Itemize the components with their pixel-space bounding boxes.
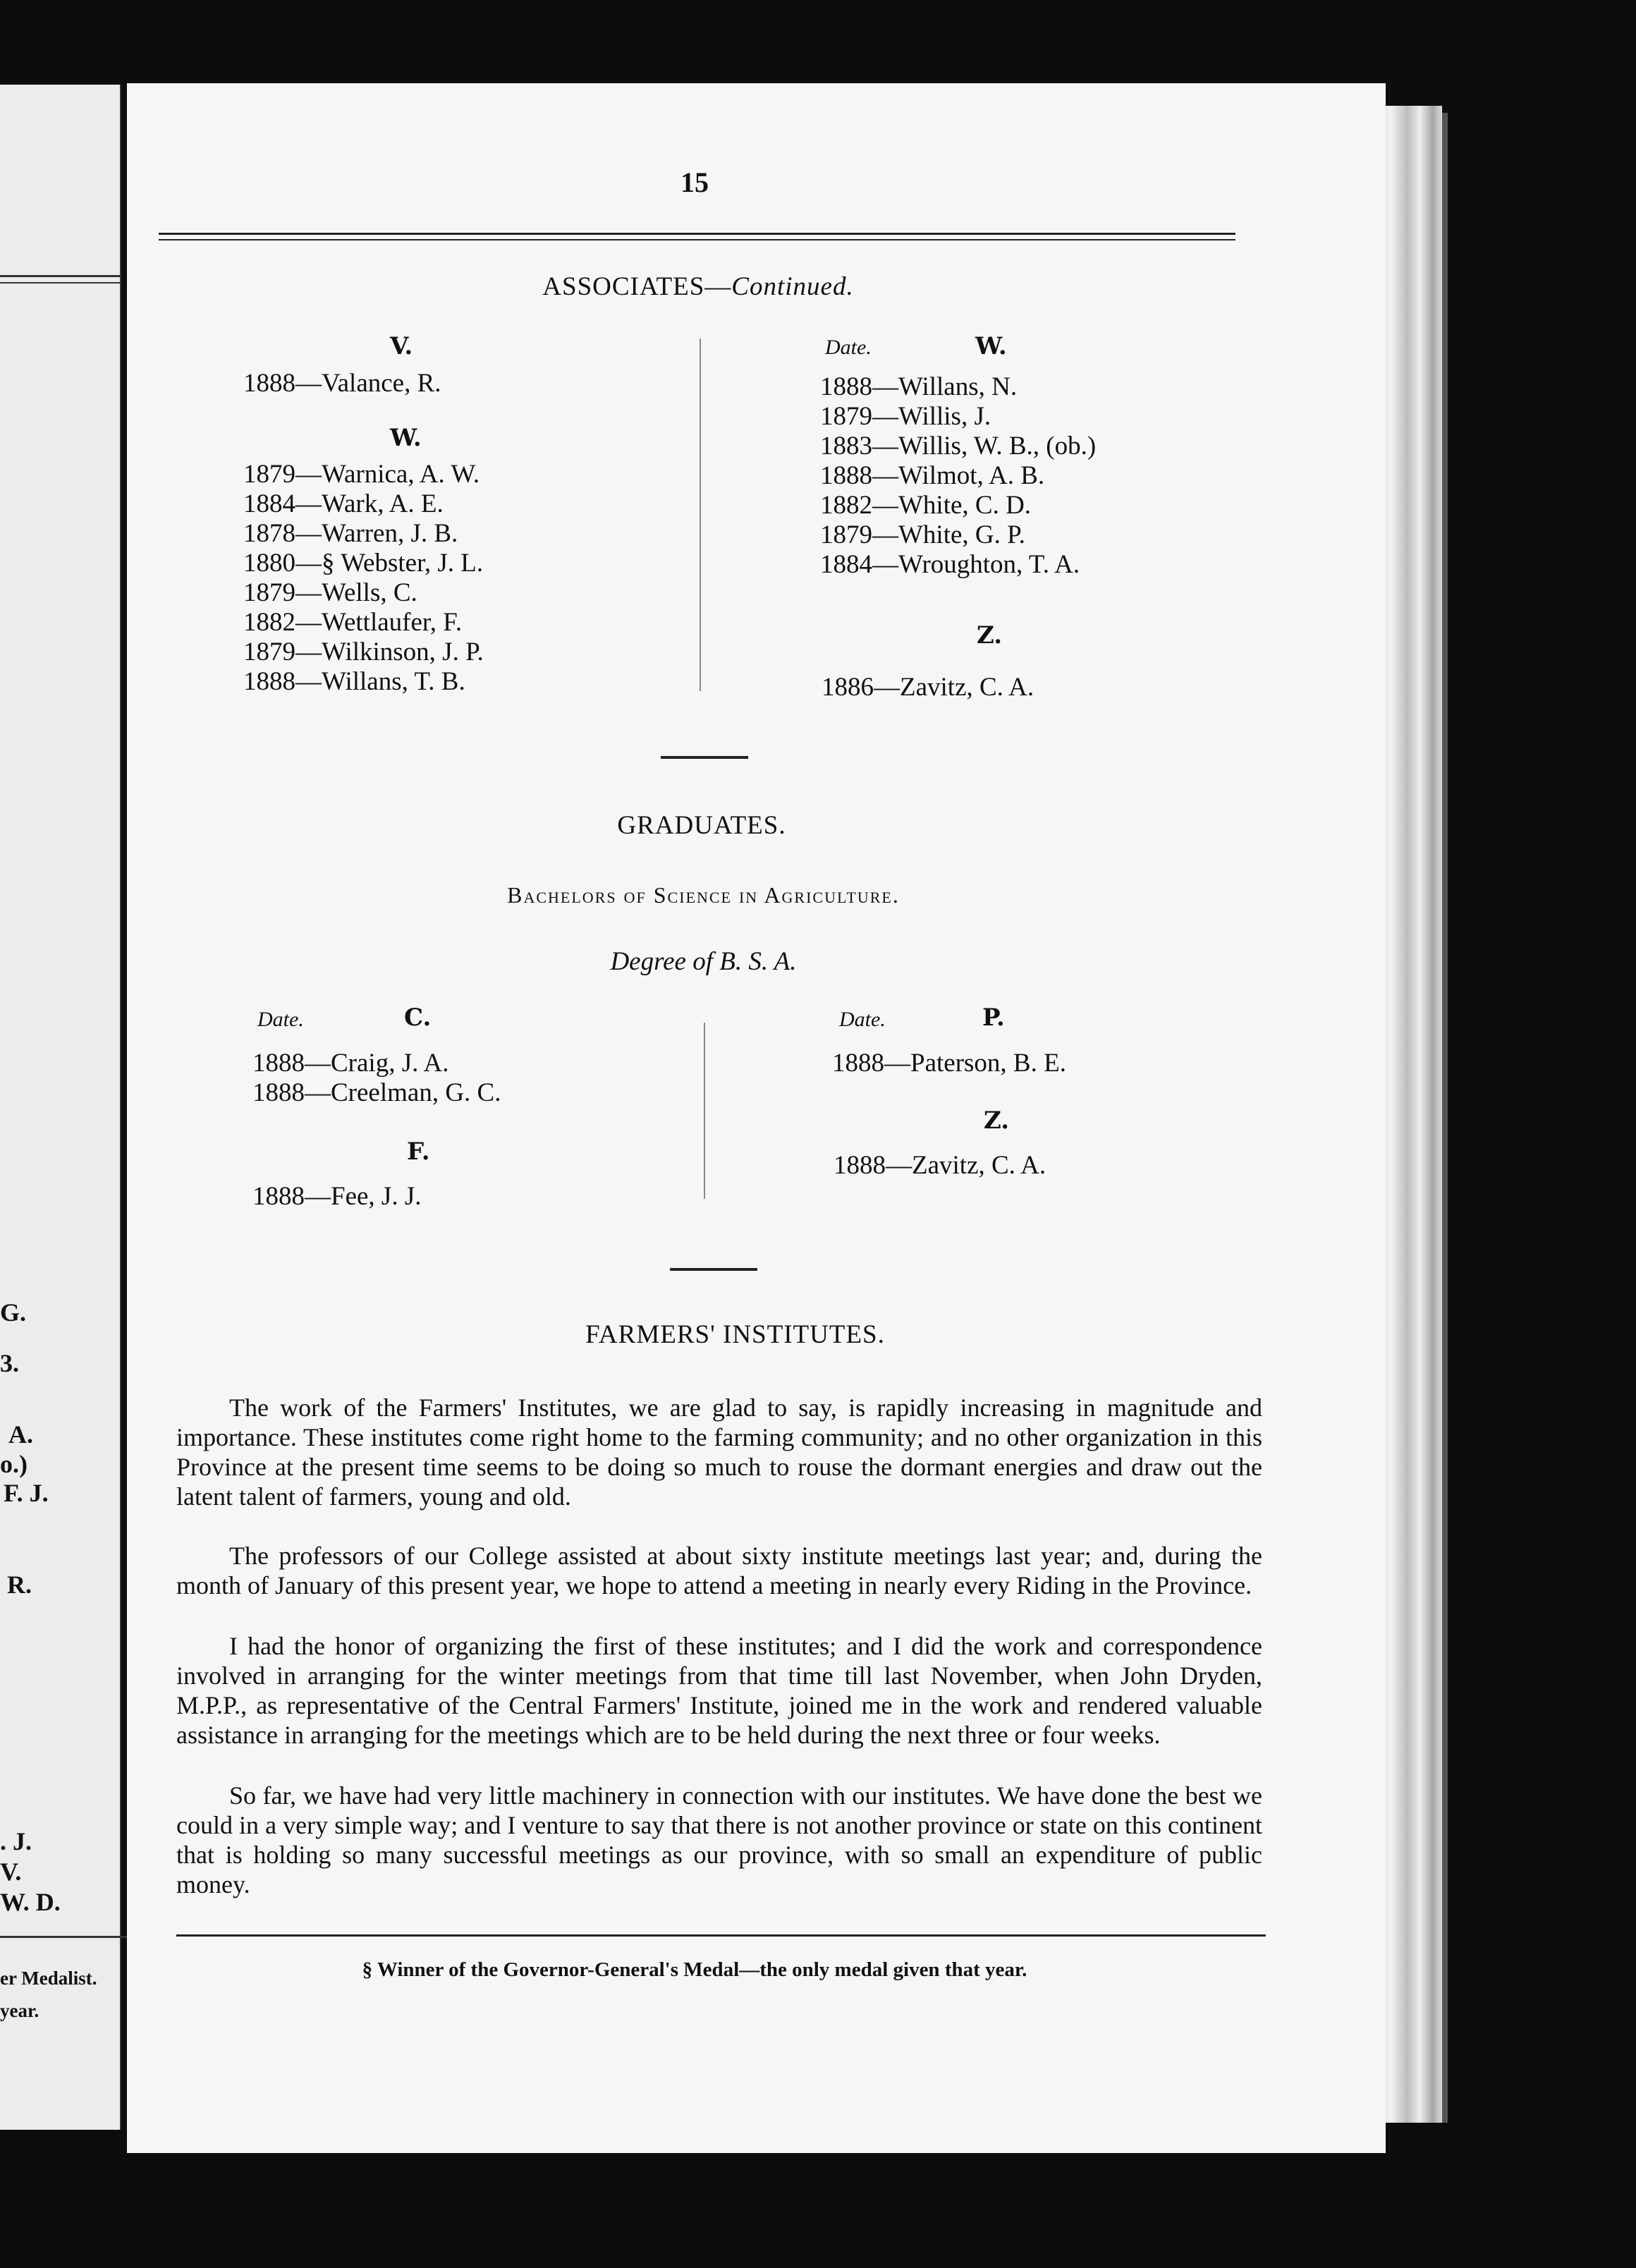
list-item: 1888—Wilmot, A. B. (820, 461, 1045, 490)
date-label: Date. (257, 1008, 304, 1031)
column-divider (700, 339, 701, 691)
graduates-subheading: Bachelors of Science in Agriculture. (507, 882, 900, 908)
letter-heading: F. (407, 1138, 430, 1166)
left-page-footnote-text: er Medalist. (0, 1968, 97, 1989)
left-page-footnote-rule (0, 1936, 138, 1938)
left-page-text: F. J. (4, 1479, 49, 1507)
list-item: 1888—Creelman, G. C. (252, 1078, 501, 1107)
list-item: 1882—Wettlaufer, F. (243, 608, 463, 637)
associates-heading (0, 272, 1396, 302)
letter-heading: Z. (984, 1106, 1010, 1135)
list-item: 1878—Warren, J. B. (243, 519, 458, 548)
left-page-fragment (0, 85, 121, 2130)
list-item: 1888—Zavitz, C. A. (834, 1151, 1046, 1180)
body-paragraph: The work of the Farmers' Institutes, we are glad to say, is rapidly increasing in magnitude and importance. These institutes come right home to the farming community; and no other organization in this Province at the present time seems to be doing so much to rouse the dormant energies and draw out the latent talent of farmers, young and old. (176, 1394, 1262, 1511)
list-item: 1884—Wroughton, T. A. (820, 550, 1080, 579)
associates-heading-text: ASSOCIATES— (542, 272, 732, 301)
left-page-text: R. (7, 1571, 32, 1599)
graduates-list-z (834, 1151, 1046, 1181)
left-page-footnote-text: year. (0, 2000, 39, 2021)
letter-heading: W. (975, 332, 1007, 360)
list-item: 1883—Willis, W. B., (ob.) (820, 432, 1097, 461)
list-item: 1888—Paterson, B. E. (832, 1049, 1066, 1078)
list-item: 1884—Wark, A. E. (243, 489, 444, 518)
page-edge-shadow (1442, 113, 1448, 2123)
farmers-institutes-heading: FARMERS' INSTITUTES. (585, 1320, 885, 1349)
associates-list-w (243, 460, 484, 697)
letter-heading: V. (390, 332, 413, 360)
list-item: 1879—Willis, J. (820, 402, 991, 431)
left-page-text: . J. (0, 1827, 32, 1855)
list-item: 1879—White, G. P. (820, 520, 1025, 549)
list-item: 1879—Wilkinson, J. P. (243, 638, 484, 666)
letter-heading: Z. (977, 621, 1003, 650)
left-page-text: V. (0, 1858, 22, 1886)
body-paragraph: The professors of our College assisted at about sixty institute meetings last year; and, during the month of January of this present year, we hope to attend a meeting in nearly every Riding in the Province. (176, 1542, 1262, 1599)
list-item: 1888—Fee, J. J. (252, 1182, 422, 1211)
associates-list-z (822, 673, 1034, 702)
list-item: 1879—Wells, C. (243, 578, 417, 607)
associates-heading-continued: Continued. (731, 272, 854, 301)
section-separator (661, 756, 748, 759)
date-label: Date. (825, 336, 872, 359)
footnote-rule (176, 1934, 1266, 1937)
list-item: 1882—White, C. D. (820, 491, 1032, 520)
graduates-list-f (252, 1182, 421, 1212)
list-item: 1888—Willans, T. B. (243, 667, 465, 696)
page-number: 15 (680, 166, 709, 198)
header-rule (159, 239, 1235, 240)
body-paragraph: So far, we have had very little machinery in connection with our institutes. We have done the best we could in a very simple way; and I venture to say that there is not another province or state on this continent that is holding so many successful meetings as our province, with so small an expenditure of public money. (176, 1781, 1262, 1898)
degree-label: Degree of B. S. A. (610, 947, 797, 976)
graduates-list-p (832, 1049, 1066, 1078)
body-paragraph: I had the honor of organizing the first of these institutes; and I did the work and correspondence involved in arranging for the winter meetings from that time till last November, when John Dryden, M.P.P., as representative of the Central Farmers' Institute, joined me in the work and rendered valuable assistance in arranging for the meetings which are to be held during the next three or four weeks. (176, 1632, 1262, 1749)
footnote: § Winner of the Governor-General's Medal—the only medal given that year. (362, 1958, 1027, 1981)
section-separator (670, 1268, 757, 1271)
column-divider (704, 1023, 705, 1199)
list-item: 1888—Valance, R. (243, 369, 441, 398)
list-item: 1880—§ Webster, J. L. (243, 549, 484, 578)
left-page-text: A. (8, 1420, 33, 1449)
list-item: 1888—Craig, J. A. (252, 1049, 449, 1078)
letter-heading: C. (404, 1004, 432, 1032)
associates-list-v (243, 369, 441, 398)
graduates-list-c (252, 1049, 501, 1108)
list-item: 1888—Willans, N. (820, 372, 1018, 401)
list-item: 1879—Warnica, A. W. (243, 460, 480, 489)
left-page-text: o.) (0, 1450, 28, 1478)
list-item: 1886—Zavitz, C. A. (822, 673, 1034, 702)
date-label: Date. (839, 1008, 886, 1031)
left-page-text: 3. (0, 1349, 19, 1377)
header-rule (159, 233, 1235, 235)
left-page-text: W. D. (0, 1888, 61, 1916)
letter-heading: P. (982, 1004, 1005, 1032)
graduates-heading: GRADUATES. (617, 811, 786, 840)
associates-list-w-right (820, 372, 1096, 580)
left-page-text: G. (0, 1298, 27, 1327)
letter-heading: W. (390, 424, 422, 452)
page-edge (1379, 106, 1442, 2123)
